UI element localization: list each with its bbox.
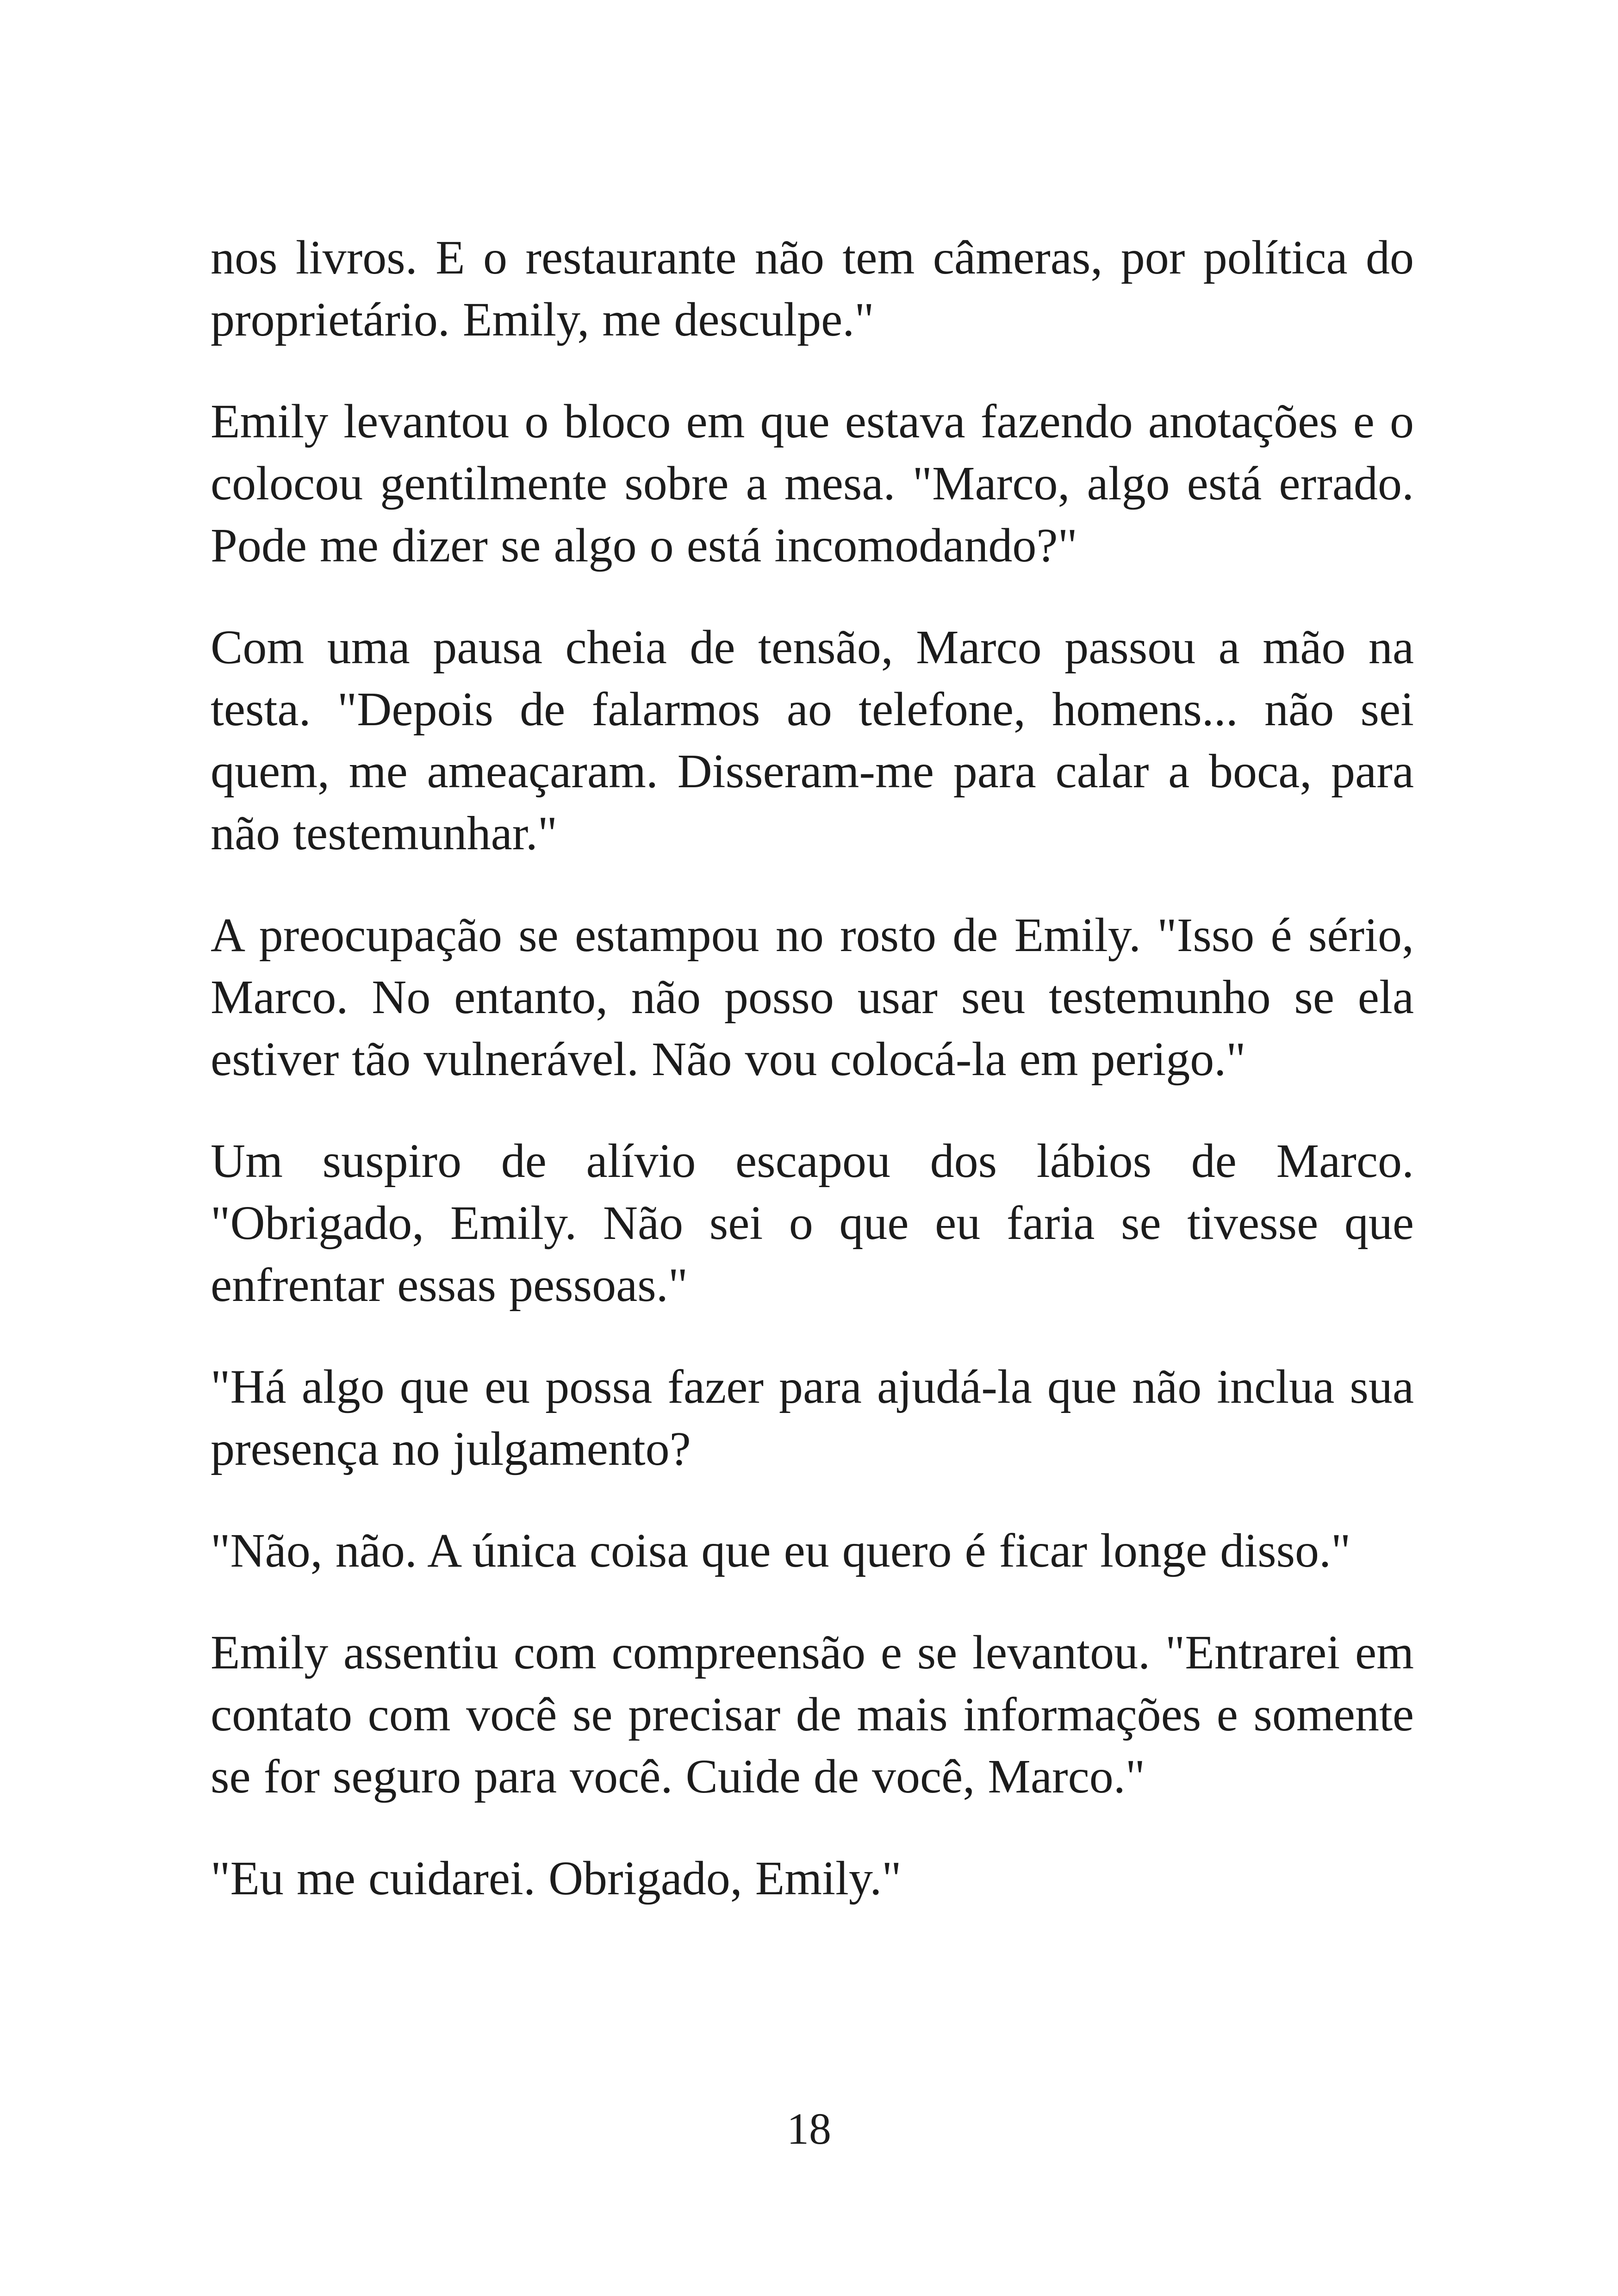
paragraph: Com uma pausa cheia de tensão, Marco passou a mão na testa. "Depois de falarmos ao telefone, homens... não sei quem, me ameaçaram. Disseram-me para calar a boca, para não testemunhar." bbox=[211, 621, 1414, 860]
paragraph: Emily levantou o bloco em que estava fazendo anotações e o colocou gentilmente sobre a mesa. "Marco, algo está errado. Pode me dizer se algo o está incomodando?" bbox=[211, 395, 1414, 572]
page-number: 18 bbox=[787, 2104, 831, 2153]
paragraph: "Eu me cuidarei. Obrigado, Emily." bbox=[211, 1852, 902, 1905]
paragraph: "Não, não. A única coisa que eu quero é ficar longe disso." bbox=[211, 1524, 1351, 1577]
paragraph: "Há algo que eu possa fazer para ajudá-la que não inclua sua presença no julgamento? bbox=[211, 1360, 1414, 1475]
paragraph: A preocupação se estampou no rosto de Emily. "Isso é sério, Marco. No entanto, não posso usar seu testemunho se ela estiver tão vulnerável. Não vou colocá-la em perigo." bbox=[211, 908, 1414, 1086]
paragraph: Emily assentiu com compreensão e se levantou. "Entrarei em contato com você se precisar de mais informações e somente se for seguro para você. Cuide de você, Marco." bbox=[211, 1626, 1414, 1803]
paragraph: nos livros. E o restaurante não tem câmeras, por política do proprietário. Emily, me desculpe." bbox=[211, 231, 1414, 346]
page-body bbox=[211, 227, 1414, 1949]
paragraph: Um suspiro de alívio escapou dos lábios de Marco. "Obrigado, Emily. Não sei o que eu faria se tivesse que enfrentar essas pessoas." bbox=[211, 1134, 1414, 1312]
